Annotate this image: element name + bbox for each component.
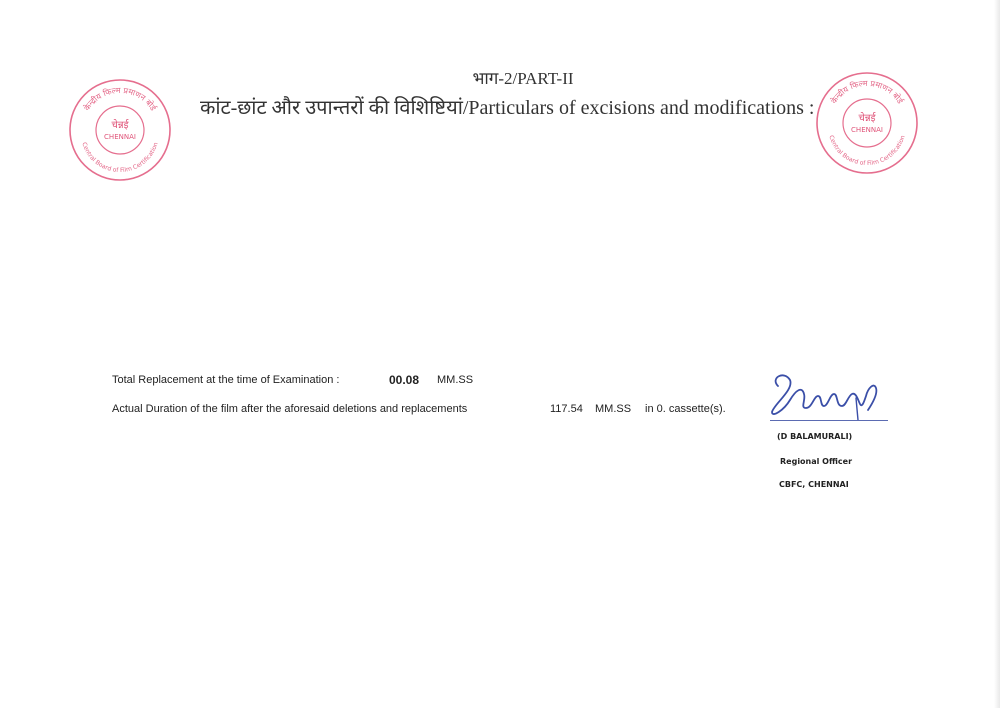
cbfc-seal-left [65, 75, 175, 185]
seal-left-bottom-text: Central Board of Film Certification [80, 141, 160, 175]
replacement-value: 00.08 [389, 373, 420, 387]
officer-signature [760, 360, 910, 490]
duration-unit: MM.SS [595, 403, 632, 415]
seal-left-center-en: CHENNAI [104, 133, 136, 141]
svg-text:Central Board of Film Certific [827, 134, 906, 167]
seal-left-graphic [65, 75, 175, 185]
examination-label: Total Replacement at the time of Examination : [112, 374, 340, 386]
part-heading: भाग-2/PART-II [472, 69, 574, 88]
seal-left-top-text: केन्द्रीय फिल्म प्रमाणन बोर्ड [82, 85, 158, 113]
section-title: कांट-छांट और उपान्तरों की विशिष्टियां/Particulars of excisions and modifications : [200, 97, 815, 119]
duration-value: 117.54 [550, 403, 583, 415]
officer-designation: Regional Officer [780, 457, 853, 466]
officer-name: (D BALAMURALI) [777, 432, 853, 441]
duration-label: Actual Duration of the film after the aforesaid deletions and replacements [112, 403, 468, 415]
seal-right-center-en: CHENNAI [851, 126, 883, 134]
seal-right-top-text: केन्द्रीय फिल्म प्रमाणन बोर्ड [829, 78, 905, 106]
cassette-count: in 0. cassette(s). [645, 403, 726, 415]
replacement-unit: MM.SS [437, 374, 474, 386]
officer-office: CBFC, CHENNAI [779, 480, 849, 489]
seal-right-center-hi: चेन्नई [858, 113, 876, 124]
signature-underline [770, 420, 888, 421]
seal-left-center-hi: चेन्नई [111, 120, 129, 131]
seal-right-bottom-text: Central Board of Film Certification [827, 134, 907, 168]
svg-text:केन्द्रीय फिल्म प्रमाणन बोर्ड [82, 86, 160, 113]
svg-text:Central Board of Film Certific [80, 141, 159, 174]
page-edge-shadow [994, 0, 1000, 708]
